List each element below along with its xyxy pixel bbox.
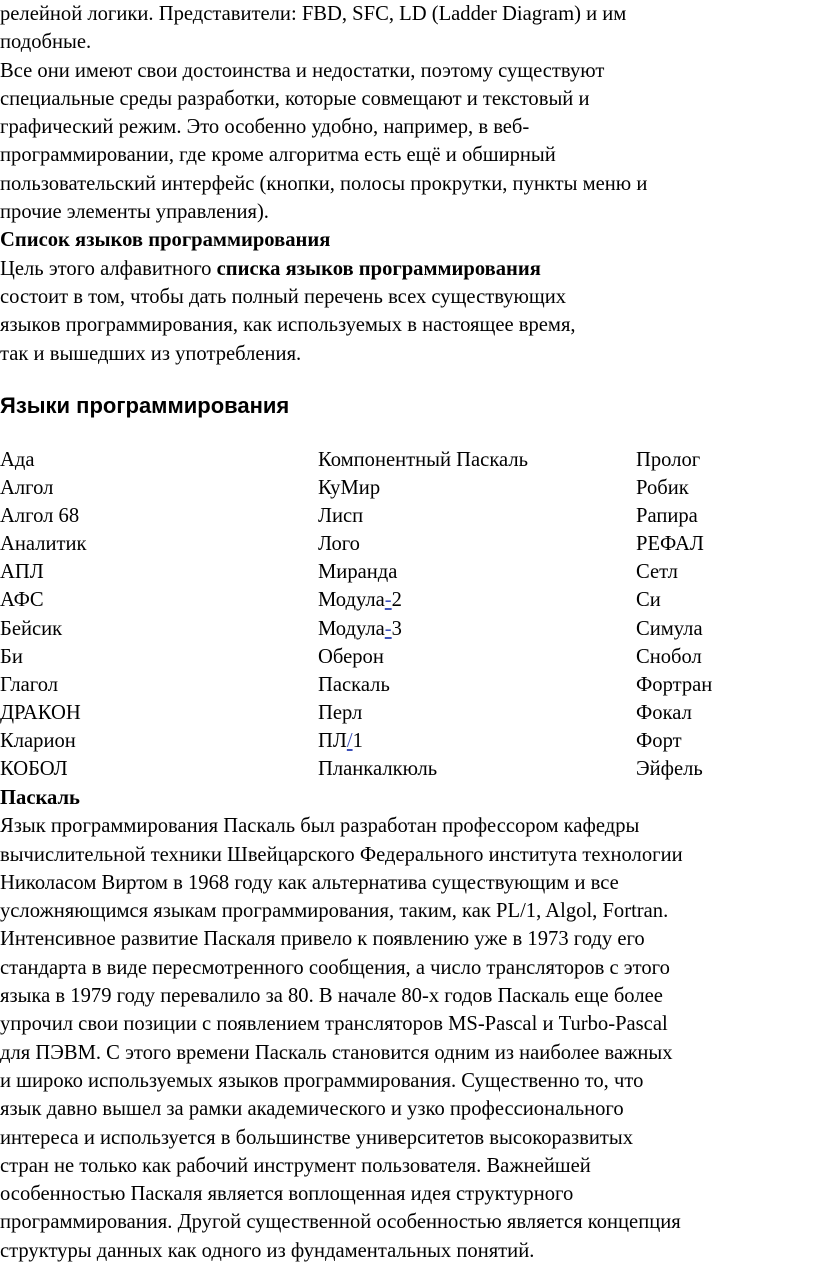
- intro-line: пользовательский интерфейс (кнопки, полосы прокрутки, пункты меню и: [0, 172, 648, 195]
- language-cell: Эйфель: [636, 758, 703, 781]
- list-section-bold-text: списка языков программирования: [216, 257, 541, 280]
- pascal-line: интереса и используется в большинстве университетов высокоразвитых: [0, 1126, 633, 1149]
- language-cell: КуМир: [318, 477, 381, 500]
- pascal-section: [0, 784, 683, 1265]
- intro-line: графический режим. Это особенно удобно, например, в веб-: [0, 116, 530, 139]
- list-section-line: так и вышедших из употребления.: [0, 342, 302, 365]
- pascal-line: Николасом Виртом в 1968 году как альтернатива существующим и все: [0, 871, 619, 894]
- pascal-line: стран не только как рабочий инструмент пользователя. Важнейшей: [0, 1154, 591, 1177]
- pascal-line: особенностью Паскаля является воплощенная идея структурного: [0, 1183, 574, 1206]
- language-cell: Робик: [636, 477, 689, 500]
- table-row: [0, 699, 816, 727]
- table-row: [0, 755, 816, 783]
- languages-heading: Языки программирования: [0, 393, 290, 418]
- pascal-line: язык давно вышел за рамки академического и узко профессионального: [0, 1098, 624, 1121]
- language-cell: КОБОЛ: [0, 758, 68, 781]
- language-cell: Ада: [0, 449, 35, 471]
- language-cell: Планкалкюль: [318, 758, 438, 781]
- language-cell: Снобол: [636, 645, 702, 668]
- intro-line: подобные.: [0, 31, 92, 54]
- language-cell: Алгол 68: [0, 505, 80, 528]
- language-name-part: 2: [391, 589, 402, 612]
- table-row: [0, 530, 816, 558]
- intro-paragraph: [0, 0, 647, 368]
- pascal-line: упрочил свои позиции с появлением трансляторов MS-Pascal и Turbo-Pascal: [0, 1013, 668, 1036]
- language-cell: РЕФАЛ: [636, 533, 704, 556]
- table-row: [0, 671, 816, 699]
- language-cell: Компонентный Паскаль: [318, 449, 529, 471]
- language-cell: Пролог: [636, 449, 701, 471]
- table-row: [0, 727, 816, 755]
- pascal-line: языка в 1979 году перевалило за 80. В начале 80-х годов Паскаль еще более: [0, 985, 663, 1008]
- intro-line: релейной логики. Представители: FBD, SFC, LD (Ladder Diagram) и им: [0, 3, 627, 25]
- language-cell: Лого: [318, 533, 360, 556]
- language-cell: Кларион: [0, 729, 76, 752]
- language-cell: Паскаль: [318, 673, 390, 696]
- language-name-part: Модула: [318, 617, 385, 640]
- language-cell: Фокал: [636, 701, 692, 724]
- language-name-part: 3: [391, 617, 402, 640]
- list-section-heading: Список языков программирования: [0, 229, 331, 252]
- language-cell: ДРАКОН: [0, 701, 81, 724]
- language-name-part: Модула: [318, 589, 385, 612]
- language-cell: [318, 727, 363, 755]
- pascal-line: Интенсивное развитие Паскаля привело к появлению уже в 1973 году его: [0, 928, 645, 951]
- table-row: [0, 474, 816, 502]
- language-name-link[interactable]: /: [346, 729, 353, 752]
- language-cell: Би: [0, 645, 23, 668]
- pascal-line: и широко используемых языков программирования. Существенно то, что: [0, 1069, 644, 1092]
- table-row: [0, 558, 816, 586]
- language-cell: АФС: [0, 589, 44, 612]
- language-cell: Миранда: [318, 561, 398, 584]
- language-name-link[interactable]: -: [384, 589, 392, 612]
- table-row: [0, 446, 816, 474]
- pascal-heading: Паскаль: [0, 787, 80, 809]
- intro-line: специальные среды разработки, которые совмещают и текстовый и: [0, 87, 590, 110]
- language-cell: АПЛ: [0, 561, 44, 584]
- intro-line: Все они имеют свои достоинства и недостатки, поэтому существуют: [0, 59, 605, 82]
- language-cell: Сетл: [636, 561, 678, 584]
- language-cell: Глагол: [0, 673, 59, 696]
- language-cell: [318, 586, 402, 614]
- table-row: [0, 586, 816, 614]
- language-cell: Рапира: [636, 505, 698, 528]
- table-row: [0, 615, 816, 643]
- intro-line: программировании, где кроме алгоритма есть ещё и обширный: [0, 144, 556, 167]
- list-section-line: [0, 255, 647, 283]
- language-cell: Фортран: [636, 673, 713, 696]
- pascal-line: структуры данных как одного из фундаментальных понятий.: [0, 1239, 535, 1262]
- pascal-line: программирования. Другой существенной особенностью является концепция: [0, 1211, 681, 1234]
- pascal-line: Язык программирования Паскаль был разработан профессором кафедры: [0, 815, 640, 838]
- language-cell: [318, 615, 402, 643]
- language-name-part: 1: [352, 729, 363, 752]
- pascal-line: вычислительной техники Швейцарского Федерального института технологии: [0, 843, 683, 866]
- language-cell: Оберон: [318, 645, 384, 668]
- language-name-link[interactable]: -: [384, 617, 392, 640]
- language-name-part: ПЛ: [318, 729, 347, 752]
- language-cell: Форт: [636, 729, 682, 752]
- intro-line: прочие элементы управления).: [0, 201, 269, 224]
- pascal-line: усложняющимся языкам программирования, таким, как PL/1, Algol, Fortran.: [0, 900, 669, 923]
- language-cell: Алгол: [0, 477, 54, 500]
- list-section-line: языков программирования, как используемых в настоящее время,: [0, 314, 576, 337]
- language-cell: Аналитик: [0, 533, 87, 556]
- table-row: [0, 643, 816, 671]
- language-cell: Си: [636, 589, 661, 612]
- pascal-line: для ПЭВМ. С этого времени Паскаль становится одним из наиболее важных: [0, 1041, 673, 1064]
- pascal-line: стандарта в виде пересмотренного сообщения, а число трансляторов с этого: [0, 956, 670, 979]
- language-cell: Симула: [636, 617, 703, 640]
- language-cell: Лисп: [318, 505, 364, 528]
- language-cell: Бейсик: [0, 617, 63, 640]
- list-section-line: состоит в том, чтобы дать полный перечень всех существующих: [0, 285, 567, 308]
- list-section-line-text: Цель этого алфавитного: [0, 257, 217, 280]
- table-row: [0, 502, 816, 530]
- languages-table: [0, 446, 816, 783]
- language-cell: Перл: [318, 701, 363, 724]
